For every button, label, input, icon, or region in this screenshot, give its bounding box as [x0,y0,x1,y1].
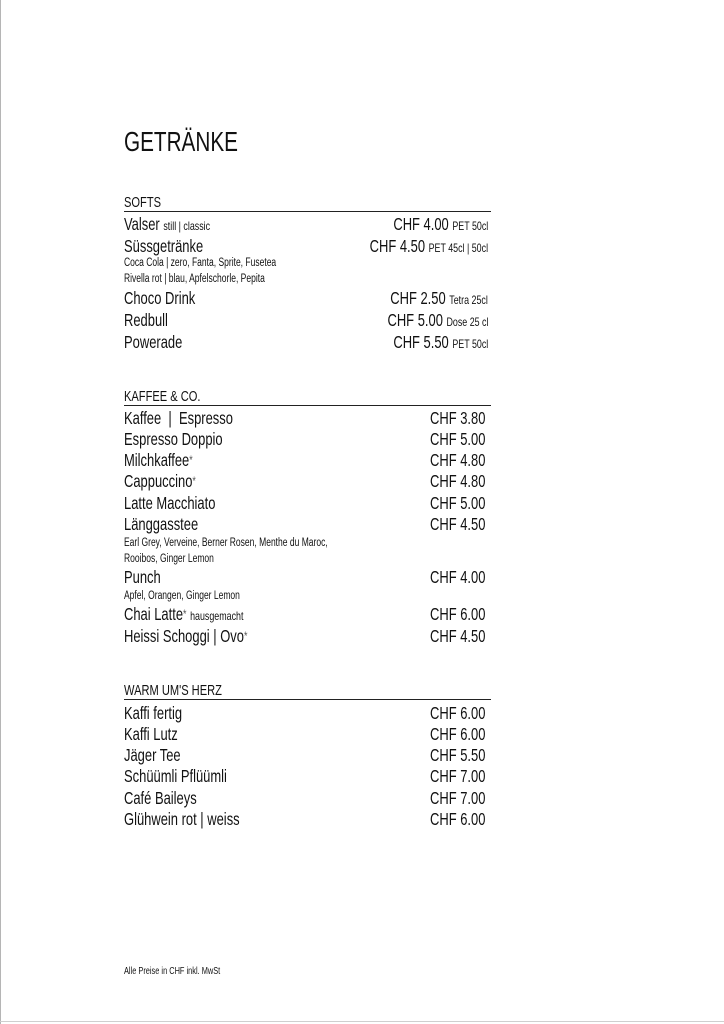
menu-item-label [124,310,168,330]
item-price [430,493,505,513]
menu-item-name [124,236,231,256]
price-value: CHF 5.00 [430,429,486,449]
menu-item-label [124,703,182,723]
item-price-label [430,626,485,646]
item-price [430,703,505,723]
menu-item-name [124,514,224,534]
item-description-text: Rivella rot | blau, Apfelschorle, Pepita [124,273,265,285]
price-value: CHF 4.80 [430,471,486,491]
menu-item-label [124,809,240,829]
asterisk-marker: * [183,607,187,621]
item-price [430,604,505,624]
price-value: CHF 4.80 [430,450,486,470]
menu-item-label [124,766,227,786]
item-description [124,256,330,270]
price-value: CHF 5.50 [430,745,486,765]
menu-item-name [124,788,222,808]
menu-item-label [124,493,215,513]
price-value: CHF 6.00 [430,703,486,723]
page-title-text: GETRÄNKE [124,126,238,157]
page-left-edge [0,0,1,1024]
item-size: Dose 25 cl [446,315,488,329]
item-description-text: Rooibos, Ginger Lemon [124,553,214,565]
item-description [124,536,399,550]
item-name: Café Baileys [124,788,197,808]
item-name: Powerade [124,332,183,352]
item-size: PET 45cl | 50cl [428,241,488,255]
asterisk-marker: * [192,474,196,488]
menu-item-name [124,310,183,330]
item-name: Schüümli Pflüümli [124,766,227,786]
menu-item-name [124,809,280,829]
section-heading [124,388,227,405]
section-heading [124,194,174,211]
item-size: PET 50cl [452,219,488,233]
item-price-label [430,745,485,765]
item-price [430,788,505,808]
menu-item-label [124,408,233,428]
section-divider [124,405,491,406]
item-price [430,724,505,744]
item-price-label [430,408,485,428]
item-name: Kaffi fertig [124,703,183,723]
asterisk-marker: * [243,629,248,643]
item-description-text: Apfel, Orangen, Ginger Lemon [124,590,240,602]
price-value: CHF 4.00 [430,567,486,587]
item-price-label [430,788,485,808]
item-price [430,450,505,470]
item-price [430,809,505,829]
menu-item-name [124,429,257,449]
menu-item-label [124,745,181,765]
item-price [430,766,505,786]
item-price [430,567,505,587]
item-name: Heissi Schoggi | Ovo [124,626,244,646]
item-name: Cappuccino [124,471,193,491]
menu-item-name [124,288,220,308]
item-name: Chai Latte [124,604,184,624]
item-price-label [390,288,488,310]
item-description [124,552,245,566]
price-value: CHF 5.50 [393,332,449,352]
menu-item-name [124,703,202,723]
menu-item-label [124,429,223,449]
item-price [430,471,505,491]
item-name: Kaffee | Espresso [124,408,233,428]
menu-item-label [124,288,195,308]
menu-item-name [124,408,271,428]
price-value: CHF 6.00 [430,604,486,624]
item-size: PET 50cl [452,337,488,351]
item-price-label [430,766,485,786]
footer-text: Alle Preise in CHF inkl. MwSt [124,966,221,977]
price-value: CHF 5.00 [430,493,486,513]
item-price-label [430,809,485,829]
menu-item-label [124,514,198,534]
menu-item-label [124,604,243,626]
menu-item-name [124,214,240,236]
item-price-label [387,310,488,332]
section-heading-text: KAFFEE & CO. [124,388,201,405]
menu-item-label [124,214,210,236]
item-description [124,272,314,286]
price-value: CHF 6.00 [430,724,486,744]
page-title [124,126,278,158]
item-price-label [430,724,485,744]
item-price-label [430,471,485,491]
menu-item-label [124,788,197,808]
item-description-text: Coca Cola | zero, Fanta, Sprite, Fusetea [124,257,277,269]
price-value: CHF 4.50 [430,514,486,534]
item-price [430,429,505,449]
item-price [360,214,488,236]
item-name: Redbull [124,310,168,330]
price-value: CHF 7.00 [430,766,486,786]
menu-item-name [124,724,197,744]
menu-item-label [124,471,196,491]
menu-item-name [124,471,221,491]
price-value: CHF 6.00 [430,809,486,829]
item-price-label [430,429,485,449]
item-name: Latte Macchiato [124,493,216,513]
price-value: CHF 4.50 [369,236,425,256]
item-name: Punch [124,567,161,587]
price-value: CHF 4.00 [393,214,449,234]
price-value: CHF 2.50 [390,288,446,308]
item-name: Milchkaffee [124,450,190,470]
page-bottom-edge [0,1021,724,1022]
section-heading [124,682,256,699]
item-note: hausgemacht [190,609,244,623]
menu-item-label [124,236,203,256]
section-divider [124,699,491,700]
item-price-label [430,514,485,534]
item-price-label [393,332,488,354]
item-price [430,408,505,428]
menu-item-label [124,332,182,352]
price-value: CHF 3.80 [430,408,486,428]
menu-item-label [124,724,178,744]
item-name: Choco Drink [124,288,196,308]
menu-item-name [124,626,291,646]
item-name: Glühwein rot | weiss [124,809,240,829]
item-note: still | classic [163,219,211,233]
menu-item-label [124,626,247,646]
item-price-label [430,567,485,587]
menu-item-name [124,332,203,352]
asterisk-marker: * [189,453,193,467]
price-value: CHF 7.00 [430,788,486,808]
item-price-label [430,604,485,624]
item-price-label [430,450,485,470]
item-price-label [370,236,488,258]
menu-item-name [124,450,217,470]
item-price-label [393,214,488,236]
menu-item-label [124,450,193,470]
item-size: Tetra 25cl [449,293,488,307]
item-price [430,514,505,534]
item-price [360,332,488,354]
section-heading-text: SOFTS [124,194,162,211]
item-name: Jäger Tee [124,745,181,765]
menu-item-name [124,493,248,513]
item-description-text: Earl Grey, Verveine, Berner Rosen, Menthe du Maroc, [124,537,328,549]
item-price [430,626,505,646]
item-name: Kaffi Lutz [124,724,178,744]
item-name: Süssgetränke [124,236,204,256]
menu-item-name [124,766,263,786]
item-name: Espresso Doppio [124,429,223,449]
item-description [124,589,281,603]
section-divider [124,211,491,212]
item-price [352,310,488,332]
item-price [430,745,505,765]
section-heading-text: WARM UM'S HERZ [124,682,222,699]
item-price [328,236,488,258]
menu-item-name [124,604,285,626]
item-price-label [430,493,485,513]
price-value: CHF 5.00 [387,310,443,330]
footer-note [124,966,254,977]
menu-item-name [124,745,201,765]
menu-item-label [124,567,161,587]
item-price [356,288,488,310]
price-value: CHF 4.50 [430,626,486,646]
item-price-label [430,703,485,723]
item-name: Länggasstee [124,514,199,534]
item-name: Valser [124,214,160,234]
menu-item-name [124,567,174,587]
